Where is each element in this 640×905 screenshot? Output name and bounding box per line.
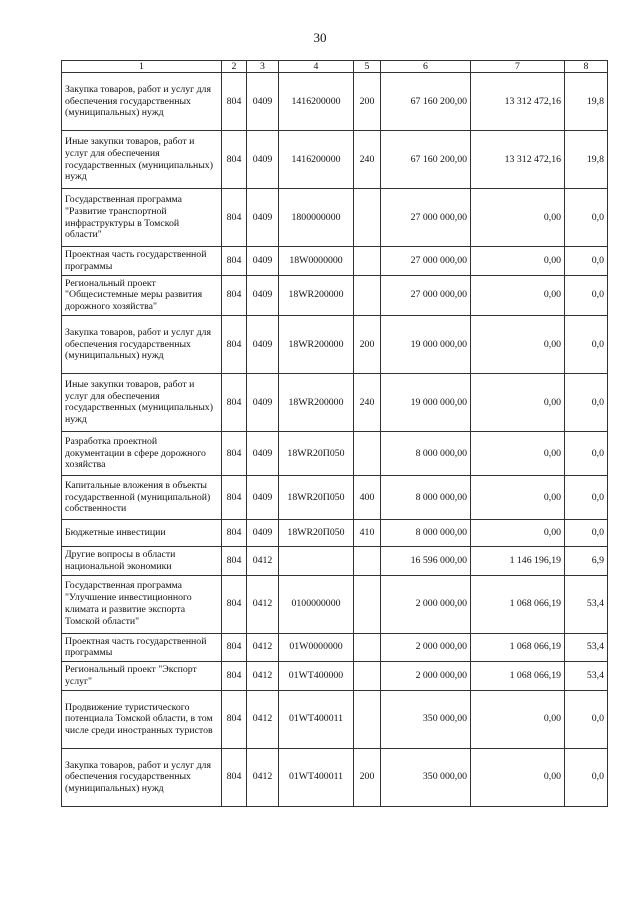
grbs-code-cell: 804 [222,431,247,475]
target-article-cell: 0100000000 [279,575,354,633]
grbs-code-cell: 804 [222,690,247,748]
plan-amount-cell: 2 000 000,00 [381,633,471,662]
column-header: 8 [565,61,608,73]
row-name-cell: Региональный проект "Экспорт услуг" [62,662,222,691]
target-article-cell: 1416200000 [279,131,354,189]
target-article-cell: 01WT400011 [279,690,354,748]
section-code-cell: 0412 [247,690,279,748]
plan-amount-cell: 27 000 000,00 [381,247,471,276]
target-article-cell [279,546,354,575]
execution-percent-cell: 0,0 [565,475,608,519]
header-row [62,61,608,73]
execution-percent-cell: 0,0 [565,519,608,546]
column-header: 4 [279,61,354,73]
table-row [62,189,608,247]
expense-type-cell [354,275,381,315]
grbs-code-cell: 804 [222,748,247,806]
table-row [62,315,608,373]
execution-percent-cell: 0,0 [565,247,608,276]
plan-amount-cell: 350 000,00 [381,690,471,748]
grbs-code-cell: 804 [222,73,247,131]
executed-amount-cell: 0,00 [471,748,565,806]
section-code-cell: 0412 [247,546,279,575]
row-name-cell: Другие вопросы в области национальной экономики [62,546,222,575]
table-row [62,373,608,431]
table-row [62,633,608,662]
table-row [62,475,608,519]
executed-amount-cell: 1 146 196,19 [471,546,565,575]
plan-amount-cell: 8 000 000,00 [381,519,471,546]
expense-type-cell: 200 [354,748,381,806]
plan-amount-cell: 19 000 000,00 [381,315,471,373]
table-row [62,546,608,575]
section-code-cell: 0409 [247,131,279,189]
executed-amount-cell: 1 068 066,19 [471,662,565,691]
executed-amount-cell: 0,00 [471,315,565,373]
section-code-cell: 0409 [247,73,279,131]
target-article-cell: 01W0000000 [279,633,354,662]
execution-percent-cell: 53,4 [565,633,608,662]
table-row [62,247,608,276]
expense-type-cell [354,247,381,276]
executed-amount-cell: 13 312 472,16 [471,131,565,189]
grbs-code-cell: 804 [222,373,247,431]
expense-type-cell: 200 [354,73,381,131]
plan-amount-cell: 350 000,00 [381,748,471,806]
section-code-cell: 0409 [247,475,279,519]
target-article-cell: 18WR20П050 [279,431,354,475]
executed-amount-cell: 1 068 066,19 [471,575,565,633]
section-code-cell: 0409 [247,247,279,276]
execution-percent-cell: 53,4 [565,662,608,691]
row-name-cell: Иные закупки товаров, работ и услуг для обеспечения государственных (муниципальных) нужд [62,373,222,431]
plan-amount-cell: 27 000 000,00 [381,189,471,247]
section-code-cell: 0409 [247,373,279,431]
executed-amount-cell: 0,00 [471,373,565,431]
column-header: 5 [354,61,381,73]
row-name-cell: Бюджетные инвестиции [62,519,222,546]
section-code-cell: 0409 [247,431,279,475]
grbs-code-cell: 804 [222,475,247,519]
table-row [62,575,608,633]
executed-amount-cell: 0,00 [471,519,565,546]
table-row [62,431,608,475]
execution-percent-cell: 0,0 [565,690,608,748]
expense-type-cell [354,633,381,662]
executed-amount-cell: 1 068 066,19 [471,633,565,662]
executed-amount-cell: 13 312 472,16 [471,73,565,131]
execution-percent-cell: 0,0 [565,275,608,315]
section-code-cell: 0412 [247,662,279,691]
execution-percent-cell: 0,0 [565,189,608,247]
table-row [62,748,608,806]
expense-type-cell: 410 [354,519,381,546]
execution-percent-cell: 53,4 [565,575,608,633]
grbs-code-cell: 804 [222,189,247,247]
table-row [62,131,608,189]
expense-type-cell [354,662,381,691]
grbs-code-cell: 804 [222,247,247,276]
row-name-cell: Продвижение туристического потенциала Томской области, в том числе среди иностранных туристов [62,690,222,748]
column-header: 1 [62,61,222,73]
target-article-cell: 18WR200000 [279,275,354,315]
section-code-cell: 0409 [247,315,279,373]
plan-amount-cell: 2 000 000,00 [381,575,471,633]
target-article-cell: 18WR20П050 [279,475,354,519]
grbs-code-cell: 804 [222,575,247,633]
table-row [62,275,608,315]
section-code-cell: 0409 [247,275,279,315]
grbs-code-cell: 804 [222,131,247,189]
executed-amount-cell: 0,00 [471,189,565,247]
plan-amount-cell: 27 000 000,00 [381,275,471,315]
plan-amount-cell: 2 000 000,00 [381,662,471,691]
section-code-cell: 0412 [247,748,279,806]
section-code-cell: 0412 [247,575,279,633]
execution-percent-cell: 0,0 [565,373,608,431]
plan-amount-cell: 8 000 000,00 [381,475,471,519]
target-article-cell: 18W0000000 [279,247,354,276]
target-article-cell: 18WR200000 [279,373,354,431]
column-header: 7 [471,61,565,73]
budget-table [61,60,608,807]
table-row [62,519,608,546]
target-article-cell: 01WT400011 [279,748,354,806]
expense-type-cell [354,690,381,748]
execution-percent-cell: 0,0 [565,315,608,373]
expense-type-cell: 400 [354,475,381,519]
execution-percent-cell: 6,9 [565,546,608,575]
column-header: 3 [247,61,279,73]
executed-amount-cell: 0,00 [471,431,565,475]
expense-type-cell [354,575,381,633]
execution-percent-cell: 0,0 [565,748,608,806]
row-name-cell: Капитальные вложения в объекты государственной (муниципальной) собственности [62,475,222,519]
table-row [62,690,608,748]
section-code-cell: 0409 [247,189,279,247]
plan-amount-cell: 67 160 200,00 [381,73,471,131]
grbs-code-cell: 804 [222,275,247,315]
target-article-cell: 18WR20П050 [279,519,354,546]
plan-amount-cell: 67 160 200,00 [381,131,471,189]
executed-amount-cell: 0,00 [471,475,565,519]
execution-percent-cell: 19,8 [565,73,608,131]
expense-type-cell [354,431,381,475]
page-number: 30 [313,30,327,45]
plan-amount-cell: 19 000 000,00 [381,373,471,431]
executed-amount-cell: 0,00 [471,690,565,748]
column-header: 6 [381,61,471,73]
target-article-cell: 01WT400000 [279,662,354,691]
plan-amount-cell: 16 596 000,00 [381,546,471,575]
target-article-cell: 1800000000 [279,189,354,247]
executed-amount-cell: 0,00 [471,275,565,315]
expense-type-cell: 240 [354,131,381,189]
grbs-code-cell: 804 [222,546,247,575]
row-name-cell: Закупка товаров, работ и услуг для обеспечения государственных (муниципальных) нужд [62,748,222,806]
expense-type-cell [354,189,381,247]
row-name-cell: Проектная часть государственной программы [62,247,222,276]
plan-amount-cell: 8 000 000,00 [381,431,471,475]
row-name-cell: Региональный проект "Общесистемные меры развития дорожного хозяйства" [62,275,222,315]
table-row [62,73,608,131]
grbs-code-cell: 804 [222,633,247,662]
row-name-cell: Разработка проектной документации в сфере дорожного хозяйства [62,431,222,475]
grbs-code-cell: 804 [222,315,247,373]
grbs-code-cell: 804 [222,662,247,691]
target-article-cell: 1416200000 [279,73,354,131]
executed-amount-cell: 0,00 [471,247,565,276]
execution-percent-cell: 0,0 [565,431,608,475]
execution-percent-cell: 19,8 [565,131,608,189]
expense-type-cell: 200 [354,315,381,373]
row-name-cell: Иные закупки товаров, работ и услуг для обеспечения государственных (муниципальных) нужд [62,131,222,189]
expense-type-cell: 240 [354,373,381,431]
section-code-cell: 0412 [247,633,279,662]
section-code-cell: 0409 [247,519,279,546]
row-name-cell: Проектная часть государственной программы [62,633,222,662]
table-row [62,662,608,691]
column-header: 2 [222,61,247,73]
expense-type-cell [354,546,381,575]
row-name-cell: Закупка товаров, работ и услуг для обеспечения государственных (муниципальных) нужд [62,315,222,373]
row-name-cell: Государственная программа "Развитие транспортной инфраструктуры в Томской области" [62,189,222,247]
grbs-code-cell: 804 [222,519,247,546]
row-name-cell: Государственная программа "Улучшение инвестиционного климата и развитие экспорта Томской области" [62,575,222,633]
row-name-cell: Закупка товаров, работ и услуг для обеспечения государственных (муниципальных) нужд [62,73,222,131]
target-article-cell: 18WR200000 [279,315,354,373]
